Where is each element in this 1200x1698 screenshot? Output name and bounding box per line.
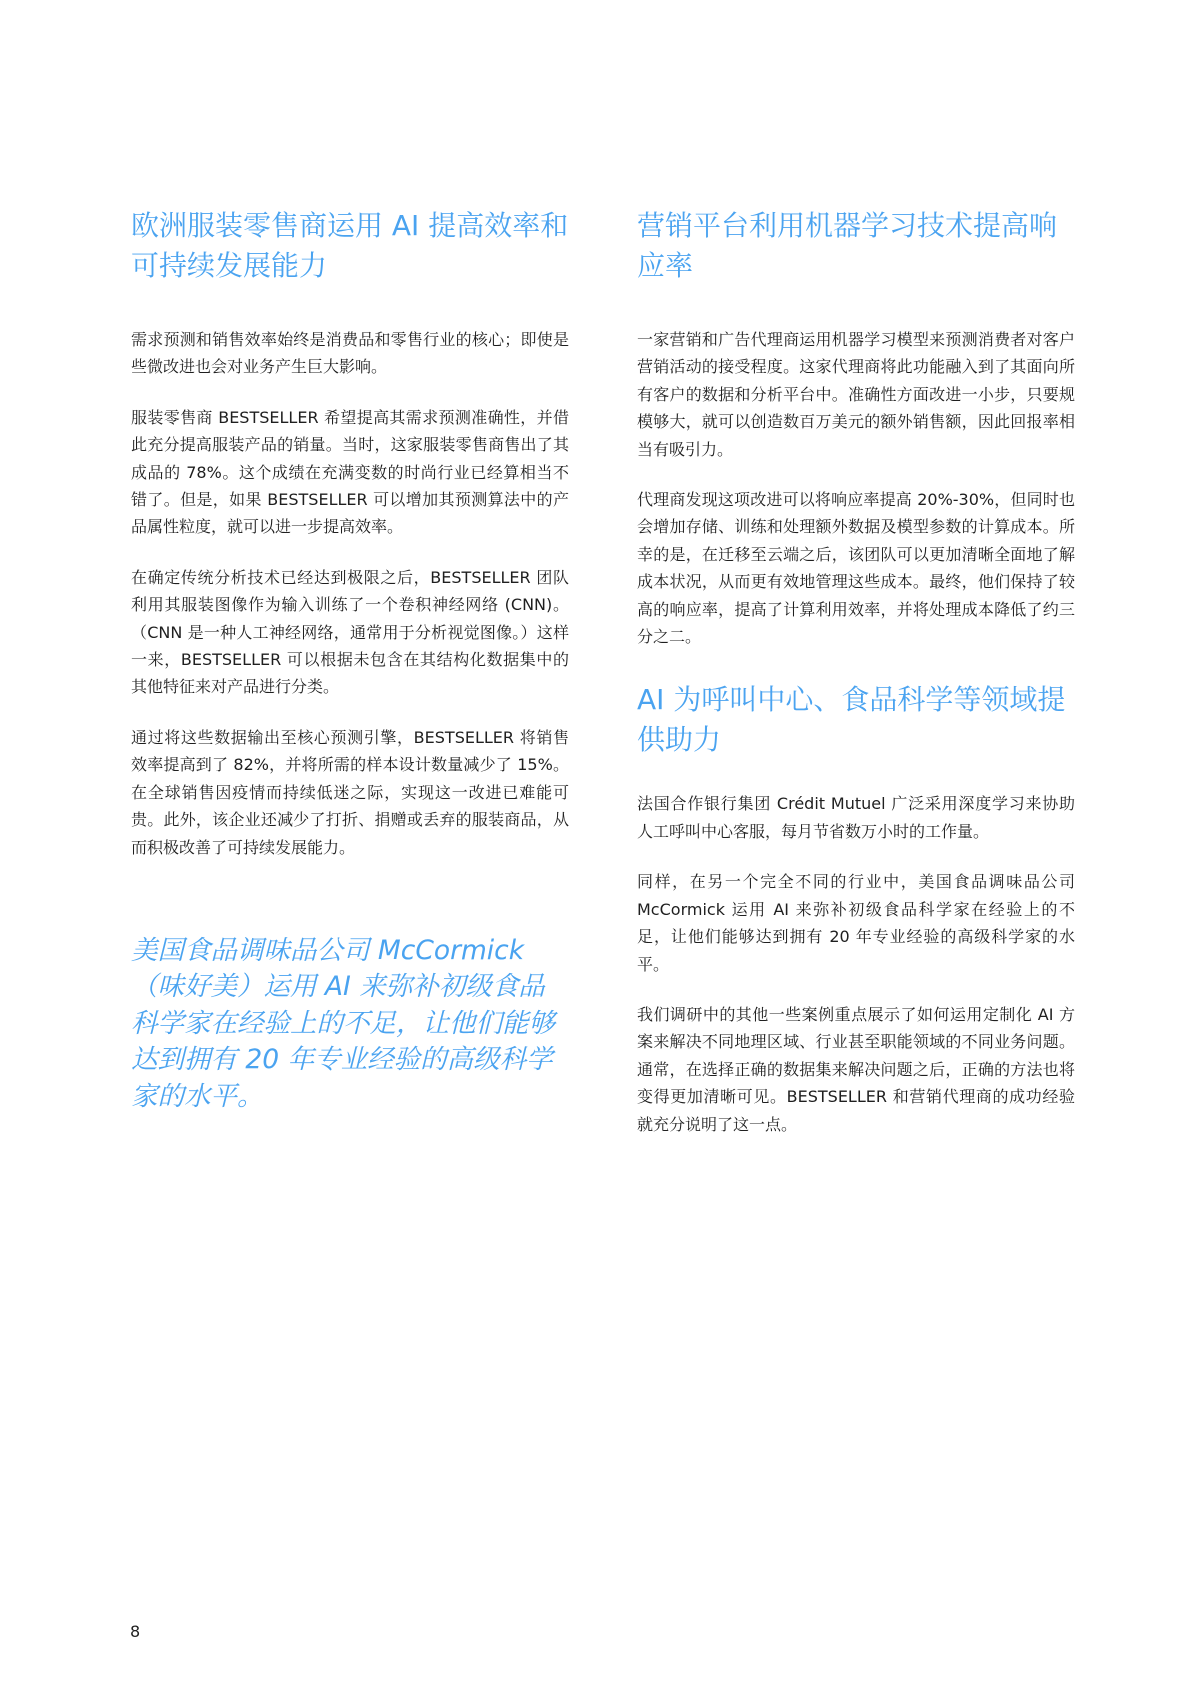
right-column bbox=[637, 206, 1075, 1161]
page-number: 8 bbox=[130, 1622, 141, 1641]
paragraph: 服装零售商 BESTSELLER 希望提高其需求预测准确性，并借此充分提高服装产品的销量。当时，这家服装零售商售出了其成品的 78%。这个成绩在充满变数的时尚行业已经算相当不错了。但是，如果 BESTSELLER 可以增加其预测算法中的产品属性粒度，就可以进一步提高效率。 bbox=[131, 407, 569, 537]
paragraph: 需求预测和销售效率始终是消费品和零售行业的核心；即使是些微改进也会对业务产生巨大影响。 bbox=[131, 330, 569, 377]
section-heading-bestseller: 欧洲服装零售商运用 AI 提高效率和可持续发展能力 bbox=[131, 209, 569, 282]
paragraph: 代理商发现这项改进可以将响应率提高 20%-30%，但同时也会增加存储、训练和处理额外数据及模型参数的计算成本。所幸的是，在迁移至云端之后，该团队可以更加清晰全面地了解成本状况，从而更有效地管理这些成本。最终，他们保持了较高的响应率，提高了计算利用效率，并将处理成本降低了约三分之二。 bbox=[637, 490, 1075, 647]
section-heading-call-center: AI 为呼叫中心、食品科学等领域提供助力 bbox=[637, 683, 1066, 757]
paragraph: 同样，在另一个完全不同的行业中，美国食品调味品公司 McCormick 运用 AI 来弥补初级食品科学家在经验上的不足，让他们能够达到拥有 20 年专业经验的高级科学家的水平。 bbox=[637, 872, 1075, 974]
pull-quote: 美国食品调味品公司 McCormick（味好美）运用 AI 来弥补初级食品科学家在经验上的不足，让他们能够达到拥有 20 年专业经验的高级科学家的水平。 bbox=[131, 934, 555, 1112]
section-heading-marketing: 营销平台利用机器学习技术提高响应率 bbox=[637, 209, 1058, 282]
left-column bbox=[131, 206, 569, 1115]
paragraph: 在确定传统分析技术已经达到极限之后，BESTSELLER 团队利用其服装图像作为输入训练了一个卷积神经网络 (CNN)。（CNN 是一种人工神经网络，通常用于分析视觉图像。）这样一来，BESTSELLER 可以根据未包含在其结构化数据集中的其他特征来对产品进行分类。 bbox=[131, 567, 569, 697]
paragraph: 通过将这些数据输出至核心预测引擎，BESTSELLER 将销售效率提高到了 82%，并将所需的样本设计数量减少了 15%。在全球销售因疫情而持续低迷之际，实现这一改进已难能可贵。此外，该企业还减少了打折、捐赠或丢弃的服装商品，从而积极改善了可持续发展能力。 bbox=[131, 727, 569, 857]
paragraph: 法国合作银行集团 Crédit Mutuel 广泛采用深度学习来协助人工呼叫中心客服，每月节省数万小时的工作量。 bbox=[637, 794, 1075, 841]
paragraph: 一家营销和广告代理商运用机器学习模型来预测消费者对客户营销活动的接受程度。这家代理商将此功能融入到了其面向所有客户的数据和分析平台中。准确性方面改进一小步，只要规模够大，就可以创造数百万美元的额外销售额，因此回报率相当有吸引力。 bbox=[637, 330, 1075, 459]
paragraph: 我们调研中的其他一些案例重点展示了如何运用定制化 AI 方案来解决不同地理区域、行业甚至职能领域的不同业务问题。通常，在选择正确的数据集来解决问题之后，正确的方法也将变得更加清晰可见。BESTSELLER 和营销代理商的成功经验就充分说明了这一点。 bbox=[637, 1004, 1075, 1134]
